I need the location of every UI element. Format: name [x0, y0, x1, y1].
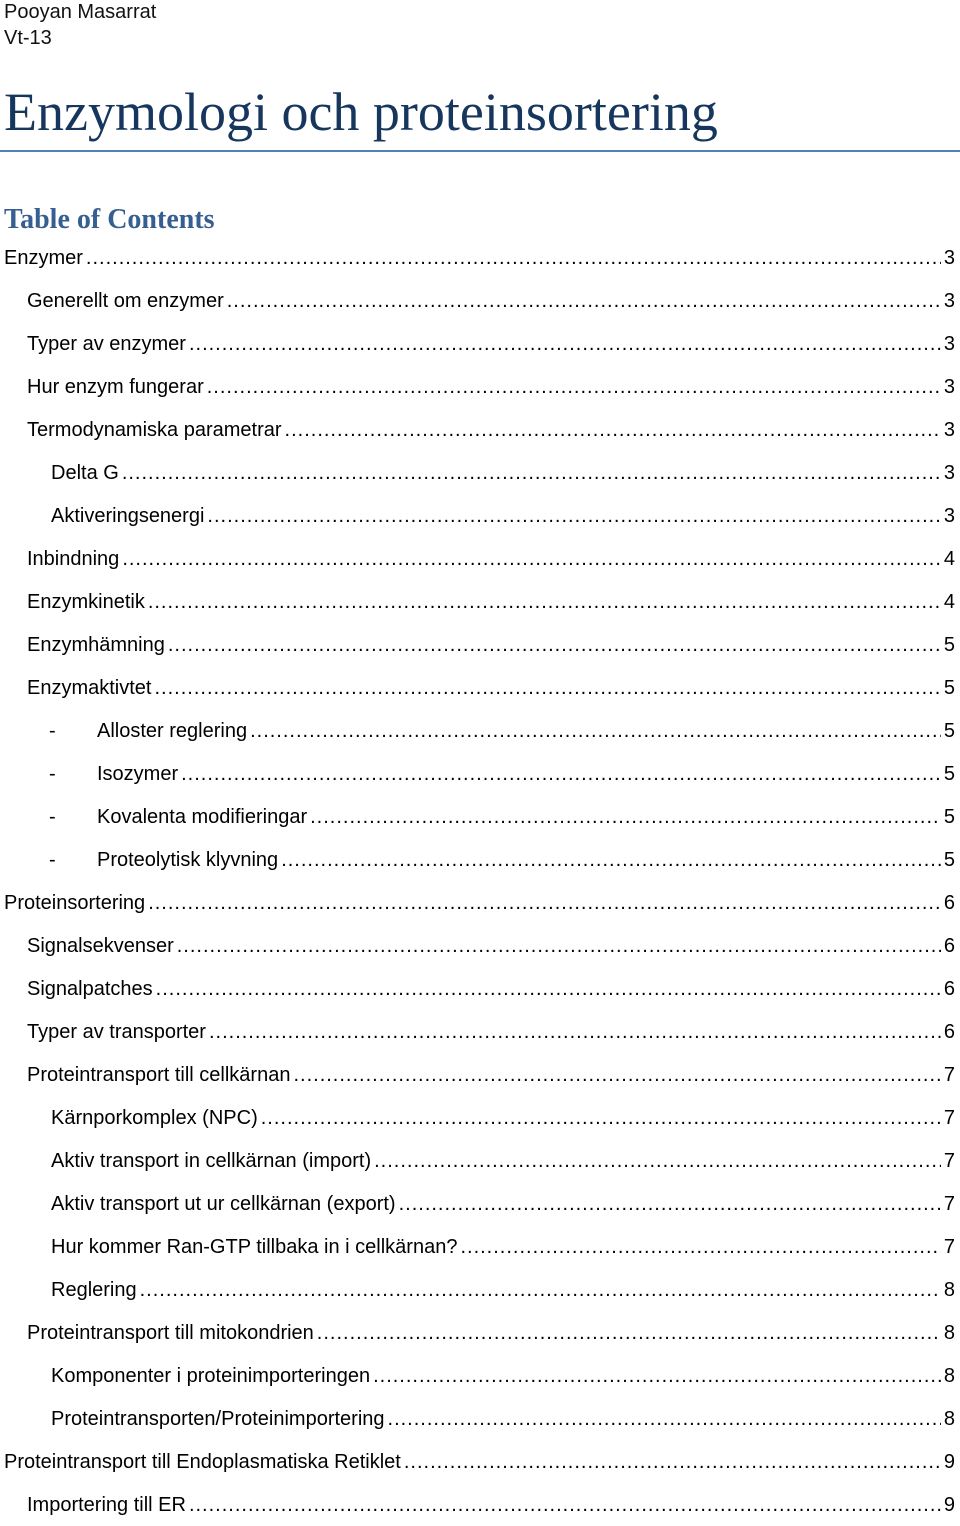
toc-entry-link[interactable]: Aktiv transport ut ur cellkärnan (export)	[51, 1193, 396, 1215]
toc-entry[interactable]	[0, 494, 960, 537]
toc-entry-link[interactable]: Delta G	[51, 462, 119, 484]
toc-entry[interactable]	[0, 1397, 960, 1440]
toc-entry-link[interactable]: Hur kommer Ran-GTP tillbaka in i cellkärnan?	[51, 1236, 458, 1258]
toc-entry-link[interactable]: Enzymkinetik	[27, 591, 145, 613]
toc-dot-leader	[189, 331, 941, 357]
toc-entry-link[interactable]: Alloster reglering	[97, 720, 248, 742]
toc-entry-link[interactable]: Proteintransport till mitokondrien	[27, 1322, 314, 1344]
toc-page-number: 8	[943, 1279, 955, 1301]
toc-dot-leader	[285, 417, 941, 443]
toc-entry[interactable]	[0, 365, 960, 408]
toc-entry-bullet: -	[49, 806, 56, 828]
toc-page-number: 8	[943, 1408, 955, 1430]
toc-entry-link[interactable]: Enzymhämning	[27, 634, 165, 656]
toc-dot-leader	[250, 718, 941, 744]
toc-entry-link[interactable]: Aktiveringsenergi	[51, 505, 205, 527]
toc-entry-link[interactable]: Proteolytisk klyvning	[97, 849, 279, 871]
toc-entry-bullet: -	[49, 849, 56, 871]
toc-page-number: 6	[943, 978, 955, 1000]
toc-page-number: 5	[943, 763, 955, 785]
toc-dot-leader	[154, 675, 940, 701]
toc-page-number: 5	[943, 677, 955, 699]
toc-entry[interactable]	[0, 924, 960, 967]
toc-page-number: 3	[943, 376, 955, 398]
toc-page-number: 5	[943, 806, 955, 828]
toc-entry[interactable]	[0, 451, 960, 494]
toc-entry[interactable]	[0, 709, 960, 752]
toc-page-number: 4	[943, 548, 955, 570]
toc-dot-leader	[86, 245, 941, 271]
toc-entry-link[interactable]: Proteintransport till cellkärnan	[27, 1064, 291, 1086]
toc-entry[interactable]	[0, 1053, 960, 1096]
toc-entry[interactable]	[0, 881, 960, 924]
toc-page-number: 7	[943, 1107, 955, 1129]
toc-entry[interactable]	[0, 279, 960, 322]
toc-page-number: 3	[943, 419, 955, 441]
toc-entry-link[interactable]: Aktiv transport in cellkärnan (import)	[51, 1150, 372, 1172]
toc-dot-leader	[281, 847, 941, 873]
toc-page-number: 3	[943, 505, 955, 527]
toc-dot-leader	[189, 1492, 941, 1518]
toc-entry-link[interactable]: Signalpatches	[27, 978, 153, 1000]
toc-dot-leader	[181, 761, 941, 787]
toc-page-number: 6	[943, 892, 955, 914]
toc-dot-leader	[399, 1191, 941, 1217]
document-title: Enzymologi och proteinsortering	[4, 82, 718, 142]
toc-page-number: 3	[943, 462, 955, 484]
toc-dot-leader	[404, 1449, 941, 1475]
toc-entry[interactable]	[0, 322, 960, 365]
toc-dot-leader	[227, 288, 941, 314]
toc-page-number: 6	[943, 935, 955, 957]
toc-entry[interactable]	[0, 1096, 960, 1139]
title-divider	[0, 150, 960, 152]
toc-dot-leader	[373, 1363, 941, 1389]
toc-page-number: 4	[943, 591, 955, 613]
toc-entry-link[interactable]: Isozymer	[97, 763, 179, 785]
toc-entry-link[interactable]: Reglering	[51, 1279, 137, 1301]
toc-dot-leader	[140, 1277, 941, 1303]
toc-entry[interactable]	[0, 1354, 960, 1397]
toc-entry[interactable]	[0, 967, 960, 1010]
toc-dot-leader	[177, 933, 941, 959]
toc-entry-link[interactable]: Proteintransport till Endoplasmatiska Retiklet	[4, 1451, 401, 1473]
toc-entry[interactable]	[0, 752, 960, 795]
toc-page-number: 8	[943, 1365, 955, 1387]
toc-dot-leader	[122, 460, 941, 486]
toc-entry[interactable]	[0, 1139, 960, 1182]
toc-entry-link[interactable]: Enzymer	[4, 247, 83, 269]
toc-entry[interactable]	[0, 666, 960, 709]
toc-page-number: 5	[943, 720, 955, 742]
toc-entry-link[interactable]: Signalsekvenser	[27, 935, 174, 957]
toc-page-number: 7	[943, 1150, 955, 1172]
toc-entry-link[interactable]: Termodynamiska parametrar	[27, 419, 282, 441]
toc-entry[interactable]	[0, 236, 960, 279]
toc-entry[interactable]	[0, 1440, 960, 1483]
toc-entry-link[interactable]: Enzymaktivtet	[27, 677, 152, 699]
toc-heading: Table of Contents	[4, 204, 215, 235]
toc-dot-leader	[156, 976, 941, 1002]
toc-page-number: 9	[943, 1494, 955, 1516]
toc-entry[interactable]	[0, 580, 960, 623]
toc-dot-leader	[310, 804, 941, 830]
toc-entry-link[interactable]: Proteinsortering	[4, 892, 146, 914]
toc-entry-link[interactable]: Importering till ER	[27, 1494, 186, 1516]
toc-entry-bullet: -	[49, 720, 56, 742]
toc-page-number: 7	[943, 1064, 955, 1086]
toc-entry[interactable]	[0, 1010, 960, 1053]
toc-entry-link[interactable]: Komponenter i proteinimporteringen	[51, 1365, 371, 1387]
toc-page-number: 8	[943, 1322, 955, 1344]
author-name: Pooyan Masarrat	[4, 1, 157, 23]
toc-entry[interactable]	[0, 1311, 960, 1354]
toc-entry[interactable]	[0, 408, 960, 451]
toc-page-number: 9	[943, 1451, 955, 1473]
toc-dot-leader	[374, 1148, 941, 1174]
toc-dot-leader	[207, 503, 940, 529]
toc-page-number: 6	[943, 1021, 955, 1043]
toc-entry-bullet: -	[49, 763, 56, 785]
toc-dot-leader	[293, 1062, 940, 1088]
toc-entry-link[interactable]: Generellt om enzymer	[27, 290, 224, 312]
toc-entry[interactable]	[0, 537, 960, 580]
toc-dot-leader	[148, 890, 941, 916]
toc-entry-link[interactable]: Hur enzym fungerar	[27, 376, 204, 398]
toc-entry-link[interactable]: Kovalenta modifieringar	[97, 806, 308, 828]
toc-entry[interactable]	[0, 1225, 960, 1268]
toc-page-number: 3	[943, 333, 955, 355]
toc-page-number: 3	[943, 247, 955, 269]
toc-entry[interactable]	[0, 1182, 960, 1225]
toc-page-number: 3	[943, 290, 955, 312]
toc-dot-leader	[388, 1406, 941, 1432]
toc-entry-link[interactable]: Typer av enzymer	[27, 333, 186, 355]
toc-entry-link[interactable]: Inbindning	[27, 548, 120, 570]
toc-dot-leader	[207, 374, 941, 400]
toc-dot-leader	[148, 589, 941, 615]
toc-page-number: 7	[943, 1193, 955, 1215]
toc-entry[interactable]	[0, 795, 960, 838]
term-label: Vt-13	[4, 27, 52, 49]
toc-entry-link[interactable]: Typer av transporter	[27, 1021, 206, 1043]
toc-page-number: 5	[943, 849, 955, 871]
toc-page-number: 7	[943, 1236, 955, 1258]
toc-entry[interactable]	[0, 1268, 960, 1311]
table-of-contents	[0, 236, 960, 1526]
toc-entry[interactable]	[0, 838, 960, 881]
toc-entry[interactable]	[0, 1483, 960, 1526]
toc-dot-leader	[168, 632, 941, 658]
toc-entry[interactable]	[0, 623, 960, 666]
toc-page-number: 5	[943, 634, 955, 656]
toc-dot-leader	[460, 1234, 940, 1260]
toc-dot-leader	[317, 1320, 941, 1346]
toc-entry-link[interactable]: Kärnporkomplex (NPC)	[51, 1107, 258, 1129]
toc-dot-leader	[209, 1019, 941, 1045]
toc-entry-link[interactable]: Proteintransporten/Proteinimportering	[51, 1408, 385, 1430]
toc-dot-leader	[122, 546, 941, 572]
toc-dot-leader	[261, 1105, 941, 1131]
